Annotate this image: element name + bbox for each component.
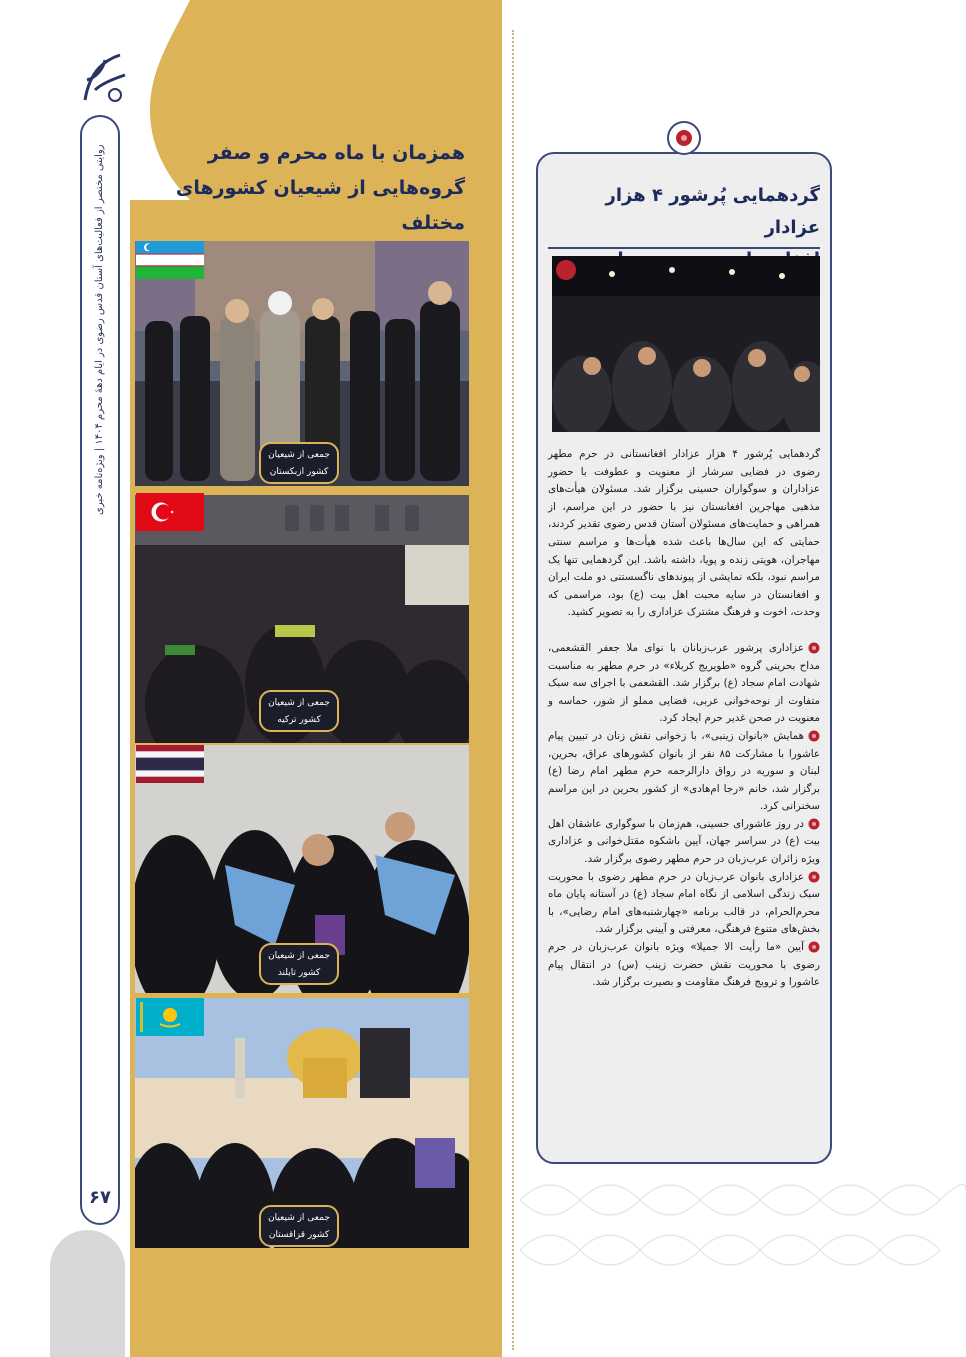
article-intro: گردهمایی پُرشور ۴ هزار عزادار افغانستانی در حرم مطهر رضوی در فضایی سرشار از معنویت و عطوفت با حضور عزاداران و سوگواران حسینی برگزار شد. مسئولان هیأت‌های مذهبی مهاجرین افغانستان نیز با حضور در این مراسم، از همراهی و حمایت‌های مسئولان آستان قدس رضوی تقدیر کردند، حمایتی که این سال‌ها باعث شده هیأت‌ها و مراسم سنتی مهاجران، هویتی زنده و پویا، داشته باشد. این گردهمایی تنها یک مراسم نبود، بلکه نمایشی از پیوندهای ناگسستنی دو ملت ایران و افغانستان در سایه محبت اهل بیت (ع) بود، مراسمی که وحدت، اخوت و فرهنگ مشترک عزاداری را به تصویر کشید. bbox=[548, 448, 820, 619]
turkey-flag bbox=[136, 493, 204, 531]
caption-line-1: جمعی از شیعیان bbox=[268, 698, 330, 708]
caption-line-2: کشور ترکیه bbox=[277, 715, 321, 725]
thailand-flag bbox=[136, 745, 204, 783]
caption-kazakhstan bbox=[259, 1205, 339, 1247]
title-divider bbox=[548, 247, 820, 249]
caption-line-2: کشور ازبکستان bbox=[269, 467, 329, 477]
caption-line-1: جمعی از شیعیان bbox=[268, 1213, 330, 1223]
bullet-item bbox=[548, 640, 820, 728]
article-body bbox=[548, 446, 820, 992]
bullet-item bbox=[548, 939, 820, 992]
caption-line-1: جمعی از شیعیان bbox=[268, 450, 330, 460]
caption-line-1: جمعی از شیعیان bbox=[268, 951, 330, 961]
photo-afghan-mourners-scene bbox=[552, 256, 820, 432]
bullet-text: عزاداری پرشور عرب‌زبانان با نوای ملا جعفر القشعمی، مداح بحرینی گروه «طویریج کربلاء» در حرم مطهر به مناسبت شهادت امام سجاد (ع) برگزار شد. القشعمی با اجرای سه سبک متفاوت از نوحه‌خوانی عربی، فضایی مملو از شور، حماسه و معنویت در صحن غدیر حرم ایجاد کرد. bbox=[548, 641, 820, 725]
bullet-text: در روز عاشورای حسینی، هم‌زمان با سوگواری عاشقان اهل بیت (ع) در سراسر جهان، آیین باشکوه مقتل‌خوانی و عزاداری ویژه زائران عرب‌زبان در حرم مطهر رضوی برگزار شد. bbox=[548, 817, 820, 866]
caption-line-2: کشور تایلند bbox=[277, 968, 321, 978]
rose-bullet-icon bbox=[808, 941, 820, 953]
decor-dotted-border bbox=[512, 30, 518, 1350]
kazakhstan-flag bbox=[136, 998, 204, 1036]
rose-bullet-icon bbox=[808, 730, 820, 742]
bullet-text: آیین «ما رأیت الا جمیلا» ویژه بانوان عرب‌زبان در حرم رضوی با محوریت نقش حضرت زینب (س) در انتقال پیام عاشورا و ترویج فرهنگ مقاومت و بصیرت برگزار شد. bbox=[548, 941, 820, 989]
page-number: ۶۷ bbox=[89, 1187, 111, 1208]
bullet-text: عزاداری بانوان عرب‌زبان در حرم مطهر رضوی با محوریت سبک زندگی اسلامی از نگاه امام سجاد (ع) در آستانه پایان ماه محرم‌الحرام، در قالب برنامه «چهارشنبه‌های امام رضایی»، با بخش‌های متنوع فرهنگی، معرفتی و آیینی برگزار شد. bbox=[548, 870, 820, 936]
uzbekistan-flag bbox=[136, 241, 204, 279]
headline-line-2: گروه‌هایی از شیعیان کشورهای مختلف bbox=[175, 177, 465, 234]
caption-line-2: کشور قزاقستان bbox=[268, 1230, 330, 1240]
magazine-logo bbox=[75, 40, 135, 120]
rose-bullet-icon bbox=[808, 818, 820, 830]
photo-afghan-mourners bbox=[552, 256, 820, 432]
headline-line-1: همزمان با ماه محرم و صفر bbox=[207, 142, 465, 164]
spine-text: روایتی مختصر از فعالیت‌های آستان قدس رضوی در ایام دهۀ محرم ۱۴۰۴ | ویژه‌نامه خبری bbox=[94, 144, 105, 516]
rose-bullet-icon bbox=[808, 871, 820, 883]
caption-turkey bbox=[259, 690, 339, 732]
decor-gray-block bbox=[50, 1230, 125, 1357]
article-title-line-1: گردهمایی پُرشور ۴ هزار عزادار bbox=[605, 185, 820, 238]
bullet-item bbox=[548, 869, 820, 939]
bullet-item bbox=[548, 816, 820, 869]
rose-bullet-icon bbox=[808, 642, 820, 654]
logo-calligraphy-icon bbox=[75, 40, 135, 120]
decor-geometric-pattern bbox=[520, 1170, 966, 1280]
rose-ornament-icon bbox=[664, 118, 704, 158]
bullet-item bbox=[548, 728, 820, 816]
caption-thailand bbox=[259, 943, 339, 985]
caption-uzbekistan bbox=[259, 442, 339, 484]
bullet-text: همایش «بانوان زینبی»، با زخوانی نقش زنان در تبیین پیام عاشورا با مشارکت ۸۵ نفر از بانوان کشورهای عراق، بحرین، لبنان و سوریه در رواق دارالرحمه حرم مطهر امام رضا (ع) برگزار شد، خانم «رجا ام‌هادی» از کشور بحرین در این مراسم سخنرانی کرد. bbox=[548, 729, 820, 813]
